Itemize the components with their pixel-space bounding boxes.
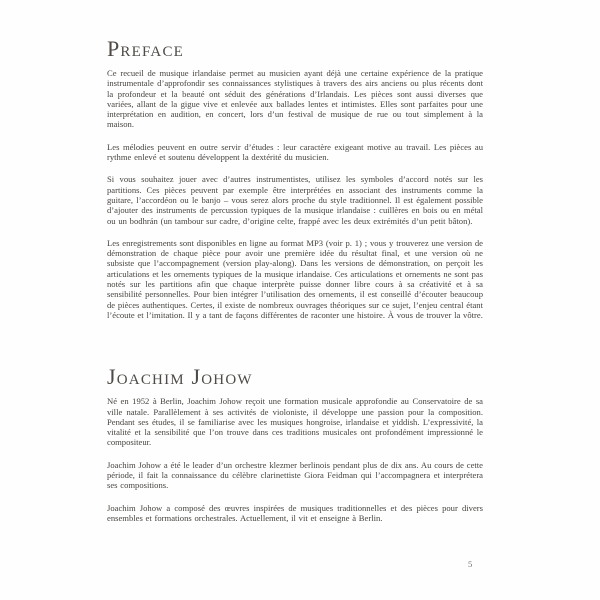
preface-paragraph-4: Les enregistrements sont disponibles en ligne au format MP3 (voir p. 1) ; vous y trouverez une version de démonstration de chaque pièce pour avoir une première idée du résultat final, et une version où ne subsiste que l’accompagnement (version play-along). Dans les versions de démonstration, on perçoit les articulations et les ornements typiques de la musique irlandaise. Ces articulations et ornements ne sont pas notés sur les partitions afin que chaque interprète puisse donner libre cours à sa créativité et à sa sensibilité personnelles. Pour bien intégrer l’utilisation des ornements, il est conseillé d’écouter beaucoup de pièces authentiques. Certes, il existe de nombreux ouvrages théoriques sur ce sujet, l’enjeu central étant l’écoute et l’imitation. Il y a tant de façons différentes de raconter une histoire. À vous de trouver la vôtre. — [107, 237, 483, 320]
section-preface — [107, 38, 483, 320]
section-joachim-johow — [107, 366, 483, 523]
preface-paragraph-3: Si vous souhaitez jouer avec d’autres instrumentistes, utilisez les symboles d’accord notés sur les partitions. Ces pièces peuvent par exemple être interprétées en associant des instruments comme la guitare, l’accordéon ou le banjo – vous serez alors proche du style traditionnel. Il est également possible d’ajouter des instruments de percussion typiques de la musique irlandaise : cuillères en bois ou en métal ou un bodhrán (un tambour sur cadre, d’origine celte, frappé avec les deux extrémités d’un petit bâton). — [107, 174, 483, 226]
joachim-johow-paragraph-1: Né en 1952 à Berlin, Joachim Johow reçoit une formation musicale approfondie au Conservatoire de sa ville natale. Parallèlement à ses activités de violoniste, il développe une passion pour la composition. Pendant ses études, il se familiarise avec les musiques hongroise, irlandaise et yiddish. L’expressivité, la vitalité et la sensibilité que l’on trouve dans ces traditions musicales ont profondément impressionné le compositeur. — [107, 396, 483, 448]
page-number: 5 — [468, 559, 473, 569]
preface-paragraph-1: Ce recueil de musique irlandaise permet au musicien ayant déjà une certaine expérience de la pratique instrumentale d’approfondir ses connaissances stylistiques à travers des airs anciens ou plus récents dont la profondeur et la beauté ont séduit des générations d’Irlandais. Les pièces sont aussi diverses que variées, allant de la gigue vive et enlevée aux ballades lentes et intimistes. Elles sont parfaites pour une interprétation en audition, en concert, lors d’un festival de musique de rue ou tout simplement à la maison. — [107, 68, 483, 130]
joachim-johow-heading: Joachim Johow — [107, 364, 253, 390]
joachim-johow-paragraph-2: Joachim Johow a été le leader d’un orchestre klezmer berlinois pendant plus de dix ans. Au cours de cette période, il fait la connaissance du célèbre clarinettiste Giora Feidman qui l’accompagnera et interprétera ses compositions. — [107, 459, 483, 491]
preface-paragraph-2: Les mélodies peuvent en outre servir d’études : leur caractère exigeant motive au travail. Les pièces au rythme enlevé et soutenu développent la dextérité du musicien. — [107, 141, 483, 163]
page-content — [107, 38, 483, 523]
preface-heading: Preface — [107, 36, 185, 61]
joachim-johow-paragraph-3: Joachim Johow a composé des œuvres inspirées de musiques traditionnelles et des pièces pour divers ensembles et formations orchestrales. Actuellement, il vit et enseigne à Berlin. — [107, 502, 483, 523]
